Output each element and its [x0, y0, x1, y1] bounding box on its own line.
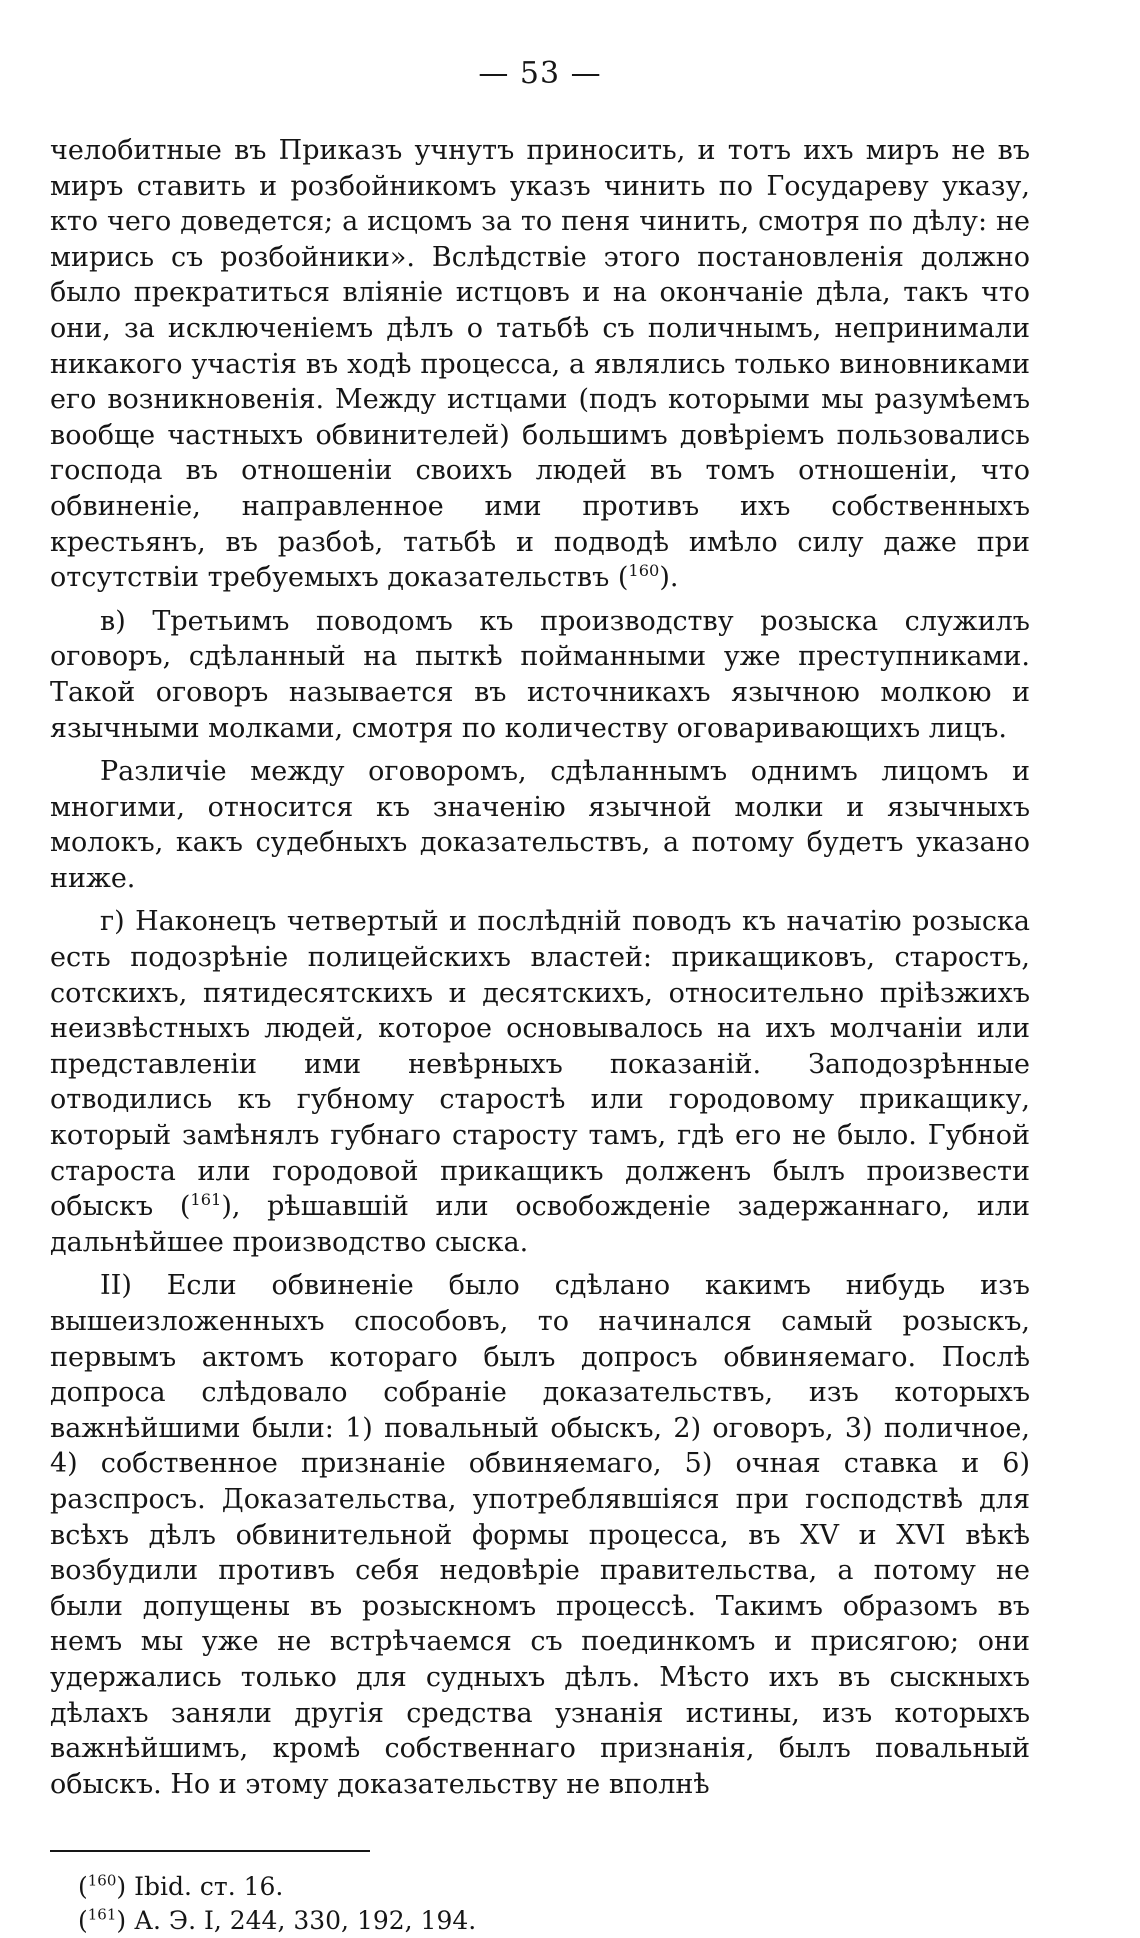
paragraph: г) Наконецъ четвертый и послѣдній поводъ къ начатію розыска есть подозрѣніе полицейскихъ властей: прикащиковъ, старостъ, сотскихъ, пятидесятскихъ и десятскихъ, относительно пріѣзжихъ неизвѣстныхъ людей, которое основывалось на ихъ молчаніи или представленіи ими невѣрныхъ показаній. Заподозрѣнные отводились къ губному старостѣ или городовому прикащику, который замѣнялъ губнаго старосту тамъ, гдѣ его не было. Губной староста или городовой прикащикъ долженъ былъ произвести обыскъ ($^{161}$), рѣшавшій или освобожденіе задержаннаго, или дальнѣйшее производство сыска. [50, 906, 1030, 1258]
page-number: — 53 — [478, 56, 602, 91]
footnote-text: Ibid. ст. 16. [134, 1872, 284, 1902]
paragraph: в) Третьимъ поводомъ къ производству розыска служилъ оговоръ, сдѣланный на пыткѣ пойманными уже преступниками. Такой оговоръ называется въ источникахъ язычною молкою и язычными молками, смотря по количеству оговаривающихъ лицъ. [50, 605, 1030, 744]
footnote: ($^{160}$) Ibid. ст. 16. [78, 1871, 284, 1902]
footnote-number: 161 [87, 1905, 117, 1924]
footnote-text: А. Э. I, 244, 330, 192, 194. [134, 1906, 477, 1936]
footnote-divider [50, 1850, 370, 1852]
footnote: ($^{161}$) А. Э. I, 244, 330, 192, 194. [78, 1905, 477, 1936]
footnote-ref: 161 [190, 1190, 222, 1210]
paragraph: челобитные въ Приказъ учнутъ приносить, и тотъ ихъ миръ не въ миръ ставить и розбойникомъ указъ чинить по Государеву указу, кто чего доведется; а исцомъ за то пеня чинить, смотря по дѣлу: не мирись съ розбойники». Вслѣдствіе этого постановленія должно было прекратиться вліяніе истцовъ и на окончаніе дѣла, такъ что они, за исключеніемъ дѣлъ о татьбѣ съ поличнымъ, непринимали никакого участія въ ходѣ процесса, а являлись только виновниками его возникновенія. Между истцами (подъ которыми мы разумѣемъ вообще частныхъ обвинителей) большимъ довѣріемъ пользовались господа въ отношеніи своихъ людей въ томъ отношеніи, что обвиненіе, направленное ими противъ ихъ собственныхъ крестьянъ, въ разбоѣ, татьбѣ и подводѣ имѣло силу даже при отсутствіи требуемыхъ доказательствъ ($^{160}$). [50, 135, 1030, 594]
footnotes [50, 1870, 1030, 1938]
footnote-ref: 160 [628, 561, 660, 581]
footnote-number: 160 [87, 1871, 117, 1890]
body-text [50, 133, 1030, 1802]
paragraph: Различіе между оговоромъ, сдѣланнымъ однимъ лицомъ и многими, относится къ значенію язычной молки и язычныхъ молокъ, какъ судебныхъ доказательствъ, а потому будетъ указано ниже. [50, 756, 1030, 894]
paragraph: II) Если обвиненіе было сдѣлано какимъ нибудь изъ вышеизложенныхъ способовъ, то начинался самый розыскъ, первымъ актомъ котораго былъ допросъ обвиняемаго. Послѣ допроса слѣдовало собраніе доказательствъ, изъ которыхъ важнѣйшими были: 1) повальный обыскъ, 2) оговоръ, 3) поличное, 4) собственное признаніе обвиняемаго, 5) очная ставка и 6) разспросъ. Доказательства, употреблявшіяся при господствѣ для всѣхъ дѣлъ обвинительной формы процесса, въ XV и XVI вѣкѣ возбудили противъ себя недовѣріе правительства, а потому не были допущены въ розыскномъ процессѣ. Такимъ образомъ въ немъ мы уже не встрѣчаемся съ поединкомъ и присягою; они удержались только для судныхъ дѣлъ. Мѣсто ихъ въ сыскныхъ дѣлахъ заняли другія средства узнанія истины, изъ которыхъ важнѣйшимъ, кромѣ собственнаго признанія, былъ повальный обыскъ. Но и этому доказательству не вполнѣ [50, 1270, 1030, 1800]
book-page [50, 56, 1030, 1938]
